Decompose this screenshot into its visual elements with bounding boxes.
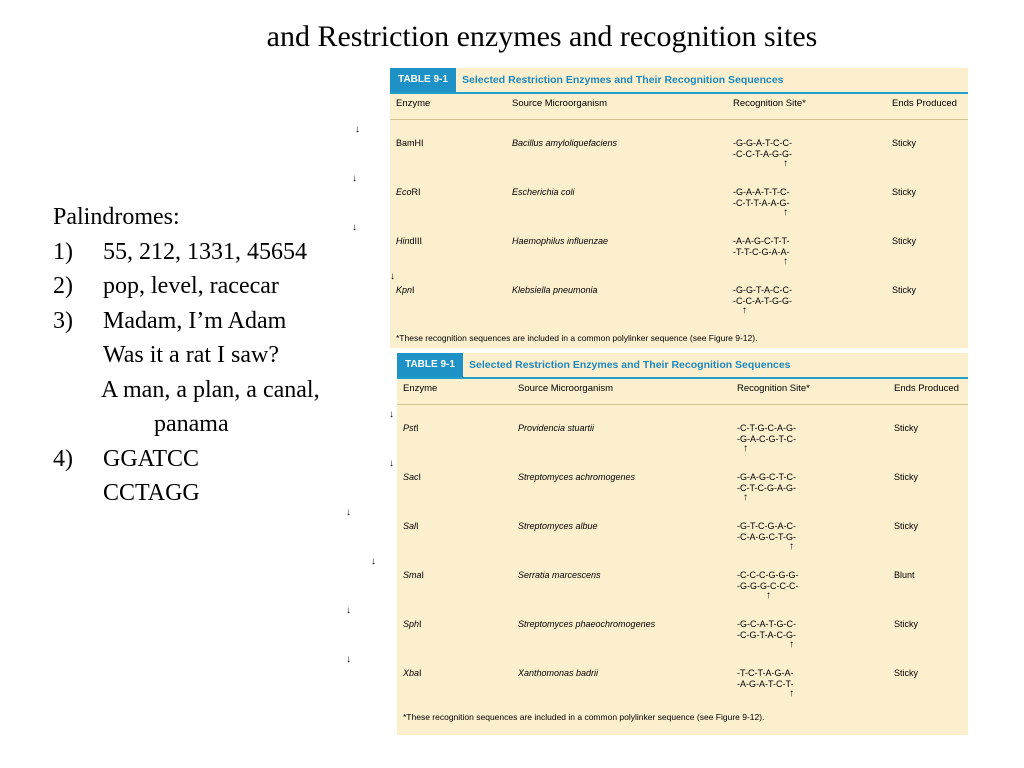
recognition-top-strand: -G-T-C-G-A-C- [737,521,796,531]
enzyme-name [403,668,422,678]
restriction-enzyme-table-2 [346,353,968,735]
table-row [346,652,968,701]
enzyme-name [403,521,419,531]
enzyme-name-roman: dIII [409,236,423,246]
list-item-text: Madam, I’m Adam [103,307,287,334]
table-footnote: *These recognition sequences are included in a common polylinker sequence (see Figure 9-12). [403,712,765,722]
enzyme-name-roman: I [416,423,419,433]
column-header-site: Recognition Site* [733,98,806,109]
enzyme-name-roman: I [418,472,422,482]
recognition-bottom-strand: -A-G-A-T-C-T- [737,679,794,689]
cut-arrow-up-icon: ↑ [789,688,794,699]
enzyme-name-italic: Sma [403,570,422,580]
cut-arrow-down-icon: ↓ [346,507,351,518]
cut-arrow-down-icon: ↓ [389,458,394,469]
enzyme-name [403,570,424,580]
enzyme-name [396,187,421,197]
recognition-bottom-strand: -G-G-G-C-C-C- [737,581,799,591]
cut-arrow-up-icon: ↑ [743,492,748,503]
enzyme-name-italic: Hin [396,236,410,246]
list-item-continuation: CCTAGG [103,480,200,506]
recognition-top-strand: -G-C-A-T-G-C- [737,619,796,629]
ends-produced: Sticky [894,668,919,678]
enzyme-name-roman: I [416,521,419,531]
source-organism: Providencia stuartii [518,423,595,433]
source-organism: Klebsiella pneumonia [512,285,598,295]
column-header-source: Source Microorganism [512,98,608,109]
source-organism: Escherichia coli [512,187,575,197]
header-divider [390,119,968,120]
enzyme-name [403,423,419,433]
palindromes-list [53,200,383,511]
ends-produced: Sticky [892,187,917,197]
column-header-enzyme: Enzyme [403,383,438,394]
cut-arrow-up-icon: ↑ [783,207,788,218]
enzyme-name [396,285,415,295]
list-item [53,269,383,304]
enzyme-name-roman: I [421,570,425,580]
table-row [389,456,968,505]
cut-arrow-down-icon: ↓ [389,409,394,420]
cut-arrow-down-icon: ↓ [346,605,351,616]
table-header-bar [397,353,968,379]
table-row [352,171,968,220]
enzyme-name-roman: I [412,285,415,295]
source-organism: Streptomyces albue [518,521,598,531]
column-header-ends: Ends Produced [892,98,957,109]
recognition-top-strand: -C-T-G-C-A-G- [737,423,796,433]
recognition-bottom-strand: -C-T-C-G-A-G- [737,483,796,493]
enzyme-name [396,236,422,246]
cut-arrow-up-icon: ↑ [783,256,788,267]
table-title: Selected Restriction Enzymes and Their Recognition Sequences [469,359,791,371]
ends-produced: Sticky [892,138,917,148]
recognition-bottom-strand: -C-A-G-C-T-G- [737,532,796,542]
column-header-site: Recognition Site* [737,383,810,394]
column-header-ends: Ends Produced [894,383,959,394]
source-organism: Streptomyces achromogenes [518,472,636,482]
recognition-top-strand: -G-A-G-C-T-C- [737,472,796,482]
cut-arrow-up-icon: ↑ [743,443,748,454]
cut-arrow-up-icon: ↑ [742,305,747,316]
ends-produced: Sticky [892,285,917,295]
enzyme-name-italic: Eco [396,187,412,197]
table-number-tag: TABLE 9-1 [390,68,456,92]
cut-arrow-up-icon: ↑ [766,590,771,601]
source-organism: Serratia marcescens [518,570,601,580]
list-item [53,442,383,477]
table-header-bar [390,68,968,94]
list-item [53,235,383,270]
table-row [371,554,968,603]
recognition-top-strand: -G-G-T-A-C-C- [733,285,792,295]
source-organism: Streptomyces phaeochromogenes [518,619,656,629]
ends-produced: Sticky [894,521,919,531]
enzyme-name-italic: Xba [403,668,420,678]
list-item-text: GGATCC [103,445,200,472]
column-header-enzyme: Enzyme [396,98,431,109]
recognition-bottom-strand: -C-G-T-A-C-G- [737,630,796,640]
list-item-text: 55, 212, 1331, 45654 [103,238,307,265]
enzyme-name-italic: Kpn [396,285,413,295]
cut-arrow-down-icon: ↓ [390,271,395,282]
table-row [389,407,968,456]
palindromes-heading: Palindromes: [53,204,180,230]
table-row [352,220,968,269]
enzyme-name-roman: I [419,619,422,629]
cut-arrow-down-icon: ↓ [352,222,357,233]
ends-produced: Sticky [894,619,919,629]
list-item-continuation: panama [154,411,229,437]
ends-produced: Sticky [894,472,919,482]
recognition-top-strand: -T-C-T-A-G-A- [737,668,794,678]
recognition-top-strand: -A-A-G-C-T-T- [733,236,790,246]
enzyme-name [403,472,421,482]
ends-produced: Sticky [894,423,919,433]
header-divider [397,404,968,405]
list-item-continuation: A man, a plan, a canal, [101,376,320,403]
table-title: Selected Restriction Enzymes and Their Recognition Sequences [462,74,784,86]
recognition-bottom-strand: -C-C-T-A-G-G- [733,149,792,159]
enzyme-name-italic: Sph [403,619,420,629]
source-organism: Haemophilus influenzae [512,236,609,246]
source-organism: Bacillus amyloliquefaciens [512,138,618,148]
recognition-bottom-strand: -C-T-T-A-A-G- [733,198,790,208]
list-item-text: pop, level, racecar [103,273,279,299]
table-row [346,505,968,554]
ends-produced: Sticky [892,236,917,246]
table-row [346,603,968,652]
recognition-top-strand: -G-A-A-T-T-C- [733,187,790,197]
enzyme-name-roman: RI [411,187,421,197]
slide-title: and Restriction enzymes and recognition sites [266,20,818,53]
enzyme-name [396,138,424,148]
list-item-continuation: Was it a rat I saw? [103,342,279,368]
list-item-number: 1) [53,238,73,265]
list-item-number: 2) [53,273,73,299]
list-item-number: 4) [53,445,73,472]
cut-arrow-up-icon: ↑ [783,158,788,169]
list-item [53,304,383,339]
cut-arrow-down-icon: ↓ [371,556,376,567]
recognition-top-strand: -C-C-C-G-G-G- [737,570,799,580]
cut-arrow-down-icon: ↓ [352,173,357,184]
cut-arrow-up-icon: ↑ [789,541,794,552]
recognition-bottom-strand: -C-C-A-T-G-G- [733,296,792,306]
ends-produced: Blunt [894,570,915,580]
table-footnote: *These recognition sequences are included in a common polylinker sequence (see Figure 9-12). [396,333,758,343]
recognition-top-strand: -G-G-A-T-C-C- [733,138,792,148]
table-row [390,269,968,318]
cut-arrow-down-icon: ↓ [346,654,351,665]
list-item-number: 3) [53,307,73,334]
enzyme-name-italic: Sac [403,472,419,482]
restriction-enzyme-table-1 [352,68,968,348]
recognition-bottom-strand: -G-A-C-G-T-C- [737,434,796,444]
enzyme-name-roman: I [419,668,422,678]
recognition-bottom-strand: -T-T-C-G-A-A- [733,247,790,257]
enzyme-name-italic: Sal [403,521,417,531]
cut-arrow-up-icon: ↑ [789,639,794,650]
enzyme-name-roman: BamHI [396,138,424,148]
column-header-source: Source Microorganism [518,383,614,394]
table-row [355,122,968,171]
table-number-tag: TABLE 9-1 [397,353,463,377]
cut-arrow-down-icon: ↓ [355,124,360,135]
enzyme-name [403,619,422,629]
source-organism: Xanthomonas badrii [518,668,599,678]
enzyme-name-italic: Pst [403,423,417,433]
